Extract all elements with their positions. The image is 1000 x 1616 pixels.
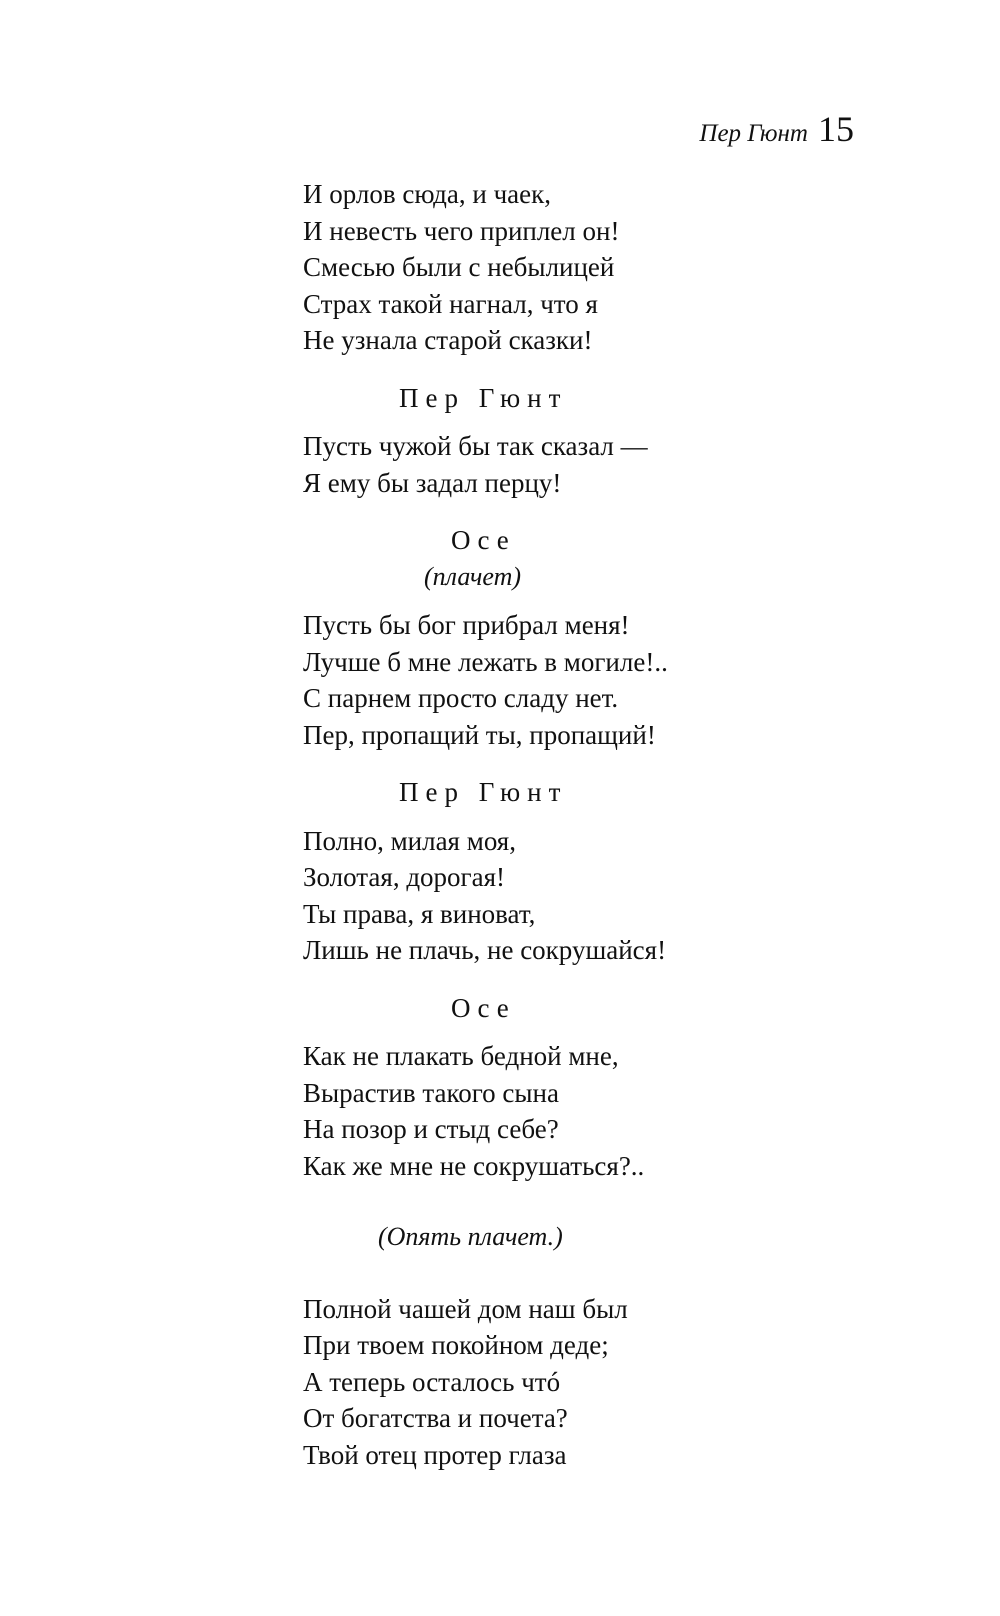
page-number: 15: [818, 109, 854, 149]
verse-line: Твой отец протер глаза: [303, 1439, 567, 1470]
verse-line: Не узнала старой сказки!: [303, 325, 593, 355]
speaker-name: Осе: [451, 525, 516, 555]
verse-line: С парнем просто сладу нет.: [303, 683, 619, 713]
play-text: [303, 176, 863, 1473]
verse-line: Вырастив такого сына: [303, 1077, 559, 1108]
verse-line: Как не плакать бедной мне,: [303, 1041, 619, 1071]
verse-line: Полной чашей дом наш был: [303, 1293, 628, 1324]
verse-line: Смесью были с небылицей: [303, 252, 615, 282]
verse-line: Пер, пропащий ты, пропащий!: [303, 719, 656, 750]
verse-line: Лучше б мне лежать в могиле!..: [303, 646, 668, 677]
verse-line: На позор и стыд себе?: [303, 1114, 559, 1144]
speaker-name: Осе: [451, 992, 516, 1023]
verse-line: Пусть бы бог прибрал меня!: [303, 610, 630, 640]
stage-direction: (Опять плачет.): [378, 1222, 563, 1251]
verse-line: И невесть чего приплел он!: [303, 215, 620, 246]
stage-direction: (плачет): [424, 561, 522, 591]
verse-stanza: [303, 607, 863, 753]
verse-line: От богатства и почета?: [303, 1403, 568, 1433]
verse-stanza: [303, 428, 863, 501]
verse-line: Золотая, дорогая!: [303, 862, 506, 892]
verse-line: А теперь осталось чтó: [303, 1366, 561, 1397]
verse-line: Как же мне не сокрушаться?..: [303, 1150, 645, 1181]
verse-stanza: [303, 176, 863, 359]
verse-stanza: [303, 1291, 863, 1474]
verse-line: Лишь не плачь, не сокрушайся!: [303, 935, 667, 965]
verse-line: Полно, милая моя,: [303, 825, 516, 856]
verse-line: Пусть чужой бы так сказал —: [303, 431, 648, 461]
page-header: [699, 108, 854, 156]
verse-line: Ты права, я виноват,: [303, 898, 536, 929]
speaker-name: Пер Гюнт: [399, 382, 568, 413]
verse-stanza: [303, 823, 863, 969]
speaker-name: Пер Гюнт: [399, 777, 568, 807]
running-title: Пер Гюнт: [699, 120, 808, 147]
verse-line: И орлов сюда, и чаек,: [303, 179, 551, 209]
verse-line: При твоем покойном деде;: [303, 1330, 609, 1360]
verse-line: Страх такой нагнал, что я: [303, 288, 598, 319]
verse-line: Я ему бы задал перцу!: [303, 467, 562, 498]
verse-stanza: [303, 1038, 863, 1184]
